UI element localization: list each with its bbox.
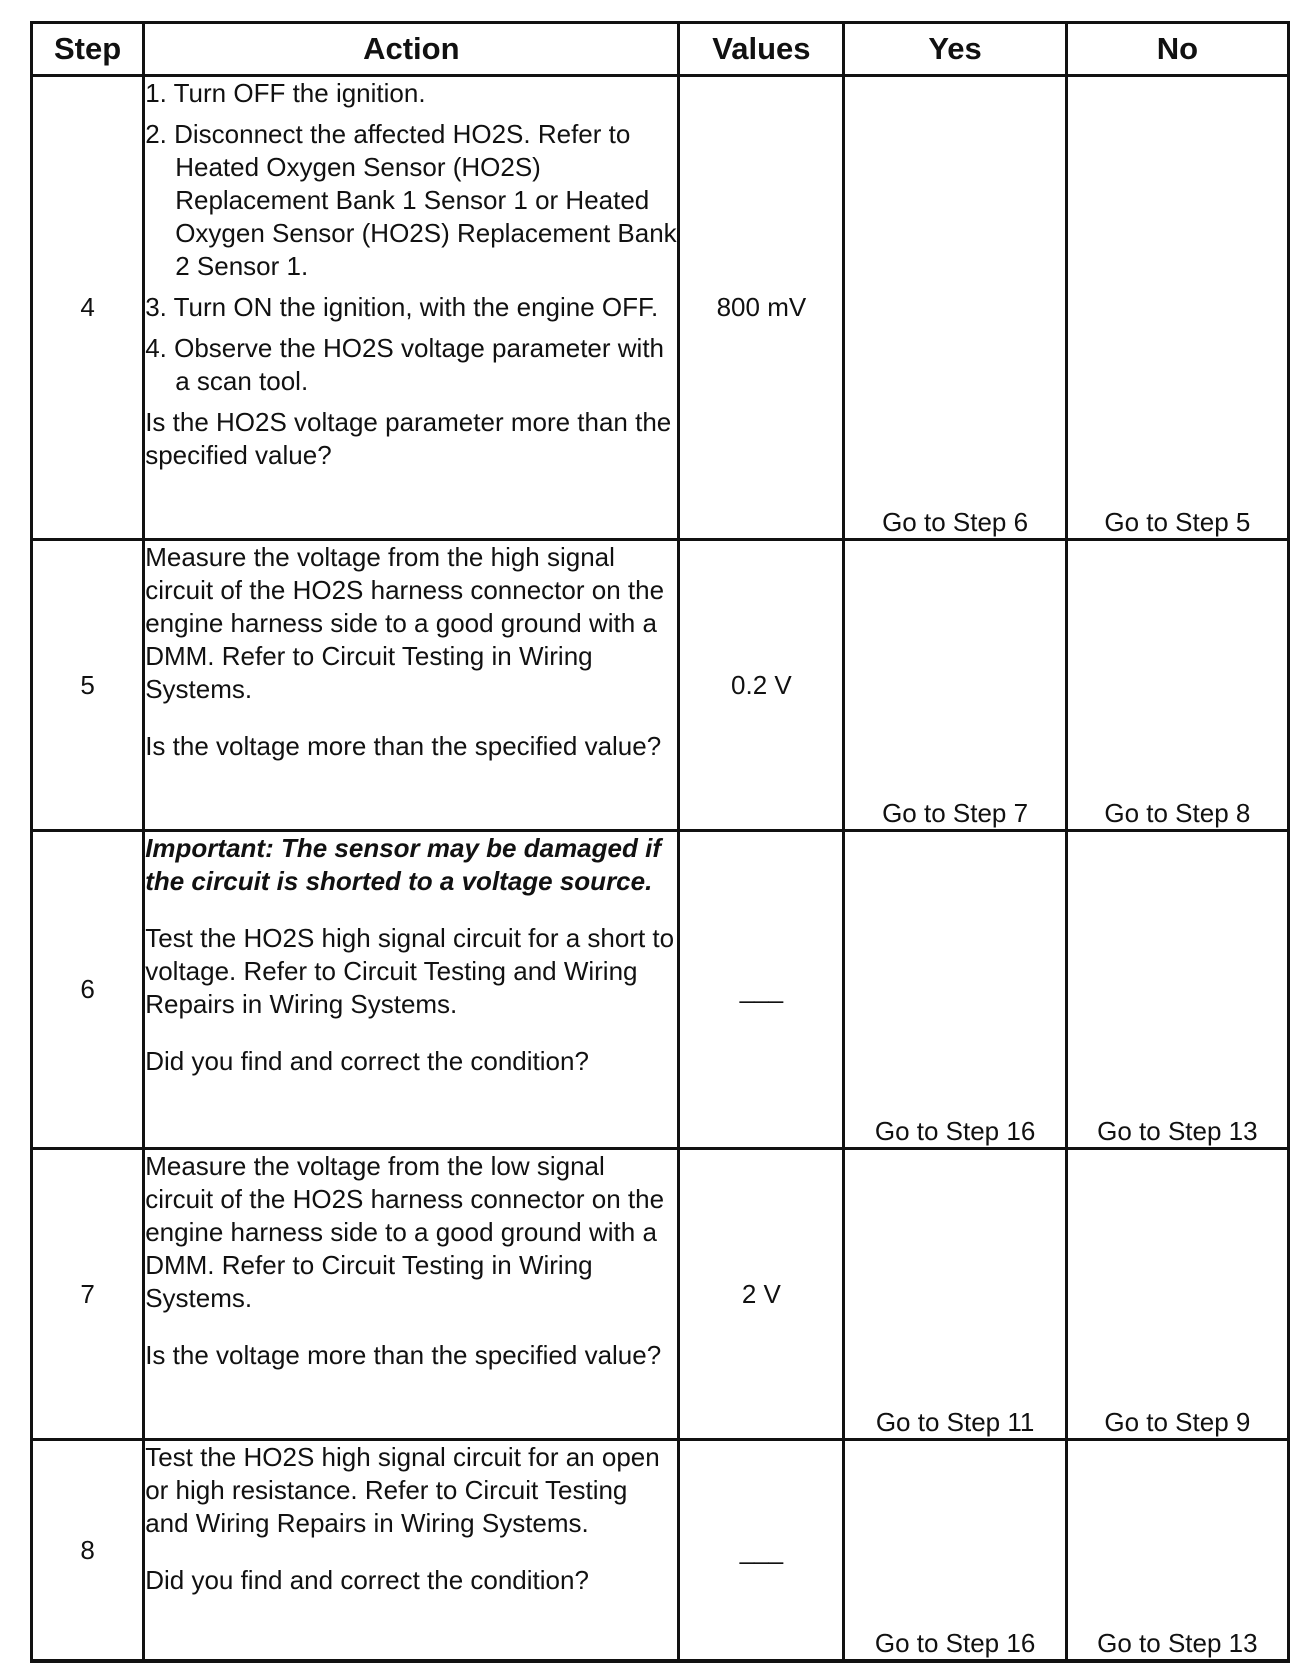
action-text: Test the HO2S high signal circuit for an open or high resistance. Refer to Circuit Testing and Wiring Repairs in Wiring Systems.	[145, 1442, 660, 1538]
yes-result: Go to Step 7	[844, 540, 1066, 831]
action-question: Is the HO2S voltage parameter more than the specified value?	[145, 407, 672, 470]
no-result: Go to Step 13	[1066, 831, 1288, 1149]
no-result: Go to Step 13	[1066, 1440, 1288, 1662]
header-no: No	[1066, 23, 1288, 76]
action-cell	[144, 540, 679, 831]
action-step: 1. Turn OFF the ignition.	[145, 78, 426, 108]
no-result: Go to Step 5	[1066, 76, 1288, 540]
action-cell	[144, 1149, 679, 1440]
spec-value: 800 mV	[679, 76, 844, 540]
step-number: 8	[32, 1440, 144, 1662]
action-text: Measure the voltage from the high signal circuit of the HO2S harness connector on the engine harness side to a good ground with a DMM. Refer to Circuit Testing in Wiring Systems.	[145, 542, 665, 704]
spec-value: 2 V	[679, 1149, 844, 1440]
spec-value: 0.2 V	[679, 540, 844, 831]
table-row	[32, 76, 1289, 540]
spec-value: ___	[679, 831, 844, 1149]
yes-result: Go to Step 6	[844, 76, 1066, 540]
yes-result: Go to Step 16	[844, 831, 1066, 1149]
yes-result: Go to Step 16	[844, 1440, 1066, 1662]
action-step: 3. Turn ON the ignition, with the engine OFF.	[145, 292, 659, 322]
step-number: 5	[32, 540, 144, 831]
table-row	[32, 831, 1289, 1149]
table-row	[32, 540, 1289, 831]
step-number: 7	[32, 1149, 144, 1440]
no-result: Go to Step 8	[1066, 540, 1288, 831]
action-question: Is the voltage more than the specified value?	[145, 731, 662, 761]
action-question: Did you find and correct the condition?	[145, 1046, 589, 1076]
table-row	[32, 1440, 1289, 1662]
step-number: 6	[32, 831, 144, 1149]
spec-value: ___	[679, 1440, 844, 1662]
header-yes: Yes	[844, 23, 1066, 76]
table-row	[32, 1149, 1289, 1440]
header-action: Action	[144, 23, 679, 76]
action-text: Measure the voltage from the low signal circuit of the HO2S harness connector on the engine harness side to a good ground with a DMM. Refer to Circuit Testing in Wiring Systems.	[145, 1151, 665, 1313]
action-cell	[144, 76, 679, 540]
action-steps	[145, 77, 677, 398]
yes-result: Go to Step 11	[844, 1149, 1066, 1440]
action-step: 2. Disconnect the affected HO2S. Refer to Heated Oxygen Sensor (HO2S) Replacement Bank 1 Sensor 1 or Heated Oxygen Sensor (HO2S) Replacement Bank 2 Sensor 1.	[145, 119, 677, 281]
action-question: Did you find and correct the condition?	[145, 1565, 589, 1595]
header-row	[32, 23, 1289, 76]
diagnostic-table	[30, 21, 1290, 1663]
header-values: Values	[679, 23, 844, 76]
action-text: Test the HO2S high signal circuit for a short to voltage. Refer to Circuit Testing and Wiring Repairs in Wiring Systems.	[145, 923, 675, 1019]
step-number: 4	[32, 76, 144, 540]
no-result: Go to Step 9	[1066, 1149, 1288, 1440]
action-step: 4. Observe the HO2S voltage parameter with a scan tool.	[145, 333, 665, 396]
action-cell	[144, 1440, 679, 1662]
action-question: Is the voltage more than the specified value?	[145, 1340, 662, 1370]
action-cell	[144, 831, 679, 1149]
header-step: Step	[32, 23, 144, 76]
important-note: Important: The sensor may be damaged if the circuit is shorted to a voltage source.	[145, 833, 661, 896]
